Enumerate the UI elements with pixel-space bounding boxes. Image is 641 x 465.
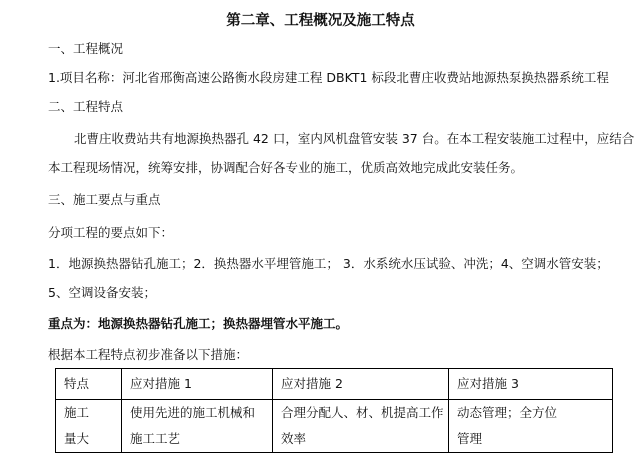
features-paragraph-line-2: 本工程现场情况，统筹安排，协调配合好各专业的施工，优质高效地完成此安装任务。 (48, 160, 524, 175)
sub-items-line-2: 5、空调设备安装； (48, 285, 156, 300)
cell-text: 效率 (281, 431, 307, 446)
measures-intro: 根据本工程特点初步准备以下措施： (48, 347, 249, 362)
cell-text: 施工 (64, 405, 90, 420)
overview-heading: 一、工程概况 (48, 41, 124, 56)
cell-text: 施工工艺 (130, 431, 181, 446)
row-measure-1-cell (122, 400, 273, 453)
cell-text: 使用先进的施工机械和 (130, 405, 256, 420)
sub-items-line-1: 1．地源换热器钻孔施工；2．换热器水平埋管施工； 3．水系统水压试验、冲洗；4、空调水管安装； (48, 256, 609, 271)
header-measure-3: 应对措施 3 (449, 369, 613, 400)
project-name: 1.项目名称：河北省邢衡高速公路衡水段房建工程 DBKT1 标段北曹庄收费站地源热泵换热器系统工程 (48, 70, 609, 85)
table-row (56, 400, 613, 453)
key-points-heading: 三、施工要点与重点 (48, 192, 161, 207)
cell-text: 动态管理；全方位 (457, 405, 558, 420)
features-paragraph-line-1: 北曹庄收费站共有地源换热器孔 42 口，室内风机盘管安装 37 台。在本工程安装施工过程中，应结合 (74, 131, 635, 146)
features-heading: 二、工程特点 (48, 99, 124, 114)
table-header-row (56, 369, 613, 400)
cell-text: 合理分配人、材、机提高工作 (281, 405, 444, 420)
sub-items-intro: 分项工程的要点如下： (48, 225, 174, 240)
cell-text: 量大 (64, 431, 90, 446)
row-measure-3-cell (449, 400, 613, 453)
cell-text: 管理 (457, 431, 483, 446)
row-measure-2-cell (273, 400, 449, 453)
measures-table (55, 368, 613, 453)
chapter-title: 第二章、工程概况及施工特点 (226, 13, 415, 29)
header-measure-2: 应对措施 2 (273, 369, 449, 400)
header-feature: 特点 (56, 369, 122, 400)
row-feature-cell (56, 400, 122, 453)
header-measure-1: 应对措施 1 (122, 369, 273, 400)
key-focus: 重点为：地源换热器钻孔施工；换热器埋管水平施工。 (48, 316, 349, 331)
